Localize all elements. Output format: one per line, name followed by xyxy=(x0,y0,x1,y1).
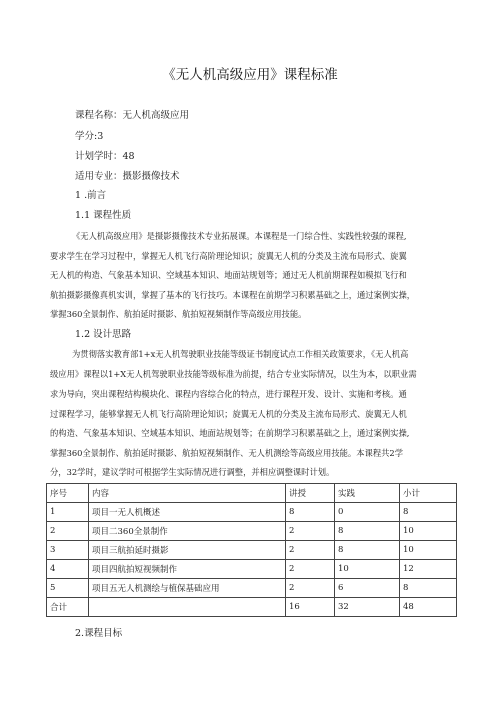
table-cell: 32 xyxy=(335,598,400,617)
table-cell: 2 xyxy=(47,522,89,541)
table-header-row xyxy=(47,484,457,503)
table-cell: 48 xyxy=(400,598,457,617)
paragraph-line: 航拍摄影摄像真机实训，掌握了基本的飞行技巧。本课程在前期学习积累基础之上，通过案例实操， xyxy=(50,290,416,300)
table-cell: 项目一无人机概述 xyxy=(89,503,286,522)
table-cell: 2 xyxy=(286,560,335,579)
table-cell: 2 xyxy=(286,541,335,560)
table-cell: 10 xyxy=(335,560,400,579)
table-cell: 5 xyxy=(47,579,89,598)
header-cell: 实践 xyxy=(335,484,400,503)
document-title: 《无人机高级应用》课程标准 xyxy=(162,67,338,83)
paragraph-line: 过课程学习，能够掌握无人机飞行高阶理论知识；旋翼无人机的分类及主流布局形式、旋翼无人机 xyxy=(50,409,407,419)
paragraph-line: 掌握360全景制作、航拍延时摄影、航拍短视频制作等高级应用技能。 xyxy=(50,309,307,319)
planned-hours: 计划学时：48 xyxy=(75,151,135,162)
paragraph-line: 求为导向，突出课程结构模块化、课程内容综合化的特点，进行课程开发、设计、实施和考核。通 xyxy=(50,389,407,399)
table-cell: 12 xyxy=(400,560,457,579)
table-cell: 项目四航拍短视频制作 xyxy=(89,560,286,579)
table-cell: 10 xyxy=(400,541,457,560)
table-row xyxy=(47,541,457,560)
credits: 学分:3 xyxy=(75,131,104,142)
table-cell: 16 xyxy=(286,598,335,617)
hours-table xyxy=(46,483,457,617)
header-cell: 讲授 xyxy=(286,484,335,503)
course-name: 课程名称：无人机高级应用 xyxy=(75,110,190,121)
section-heading-course-objectives: 2.课程目标 xyxy=(75,628,123,639)
applicable-major: 适用专业：摄影摄像技术 xyxy=(75,171,180,182)
table-cell: 8 xyxy=(400,503,457,522)
table-cell: 8 xyxy=(286,503,335,522)
table-cell: 0 xyxy=(335,503,400,522)
table-cell: 4 xyxy=(47,560,89,579)
table-cell: 1 xyxy=(47,503,89,522)
header-cell: 小计 xyxy=(400,484,457,503)
table-cell: 项目三航拍延时摄影 xyxy=(89,541,286,560)
table-cell: 8 xyxy=(400,579,457,598)
paragraph-line: 要求学生在学习过程中，掌握无人机飞行高阶理论知识；旋翼无人机的分类及主流布局形式、旋翼 xyxy=(50,251,407,261)
table-row xyxy=(47,579,457,598)
table-cell: 项目二360全景制作 xyxy=(89,522,286,541)
paragraph-line: 为贯彻落实教育部1+x无人机驾驶职业技能等级证书制度试点工作相关政策要求，《无人机高 xyxy=(72,349,409,359)
table-total-row xyxy=(47,598,457,617)
section-heading-course-nature: 1.1 课程性质 xyxy=(75,210,132,221)
table-cell: 8 xyxy=(335,522,400,541)
table-cell xyxy=(89,598,286,617)
table-cell: 2 xyxy=(286,522,335,541)
header-cell: 内容 xyxy=(89,484,286,503)
table-cell: 8 xyxy=(335,541,400,560)
table-cell: 2 xyxy=(286,579,335,598)
table-cell: 3 xyxy=(47,541,89,560)
paragraph-line: 的构造、气象基本知识、空域基本知识、地面站规划等；在前期学习积累基础之上，通过案例实操, xyxy=(50,428,410,438)
table-row xyxy=(47,560,457,579)
table-cell: 项目五无人机测绘与植保基础应用 xyxy=(89,579,286,598)
paragraph-line: 掌握360全景制作、航拍延时摄影、航拍短视频制作、无人机测绘等高级应用技能。本课程共2学 xyxy=(50,448,403,458)
table-row xyxy=(47,522,457,541)
paragraph-line: 分，32学时，建议学时可根据学生实际情况进行调整，并相应调整课时计划。 xyxy=(50,467,335,477)
section-heading-preface: 1 .前言 xyxy=(75,190,107,201)
paragraph-line: 《无人机高级应用》是摄影摄像技术专业拓展课。本课程是一门综合性、实践性较强的课程, xyxy=(72,231,407,241)
table-cell: 6 xyxy=(335,579,400,598)
section-heading-design: 1.2 设计思路 xyxy=(75,329,132,340)
table-row xyxy=(47,503,457,522)
table-cell: 10 xyxy=(400,522,457,541)
paragraph-line: 级应用》课程以1+X无人机驾驶职业技能等级标准为前提，结合专业实际情况，以生为本，以职业需 xyxy=(50,369,417,379)
paragraph-line: 无人机的构造、气象基本知识、空域基本知识、地面站规划等；通过无人机前期课程如模拟飞行和 xyxy=(50,270,407,280)
header-cell: 序号 xyxy=(47,484,89,503)
table-cell: 合计 xyxy=(47,598,89,617)
